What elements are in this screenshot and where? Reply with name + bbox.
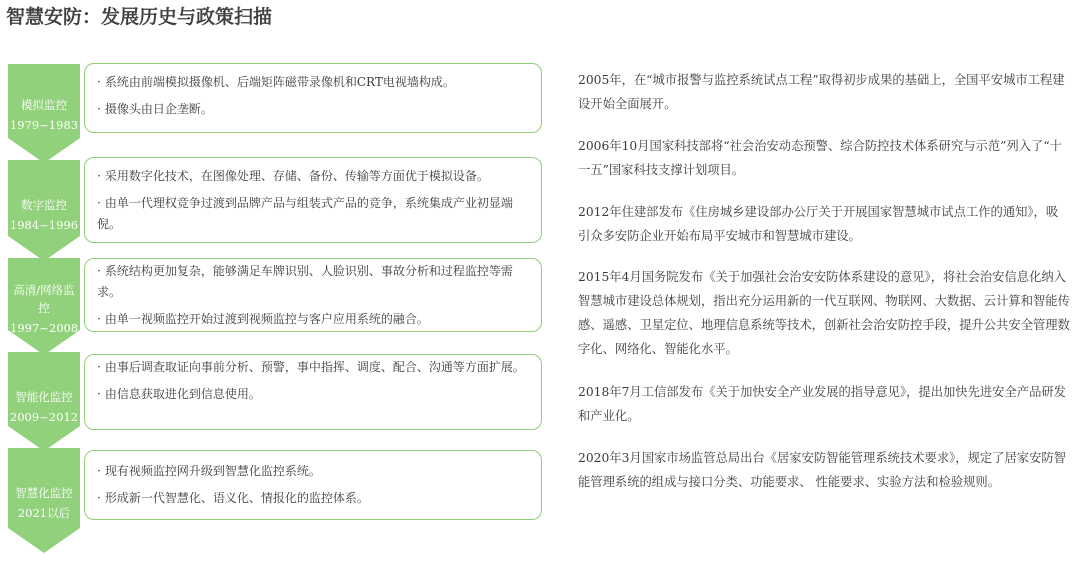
policy-paragraph-2018: 2018年7月工信部发布《关于加快安全产业发展的指导意见》，提出加快先进安全产品研发和产业化。 bbox=[578, 385, 1066, 423]
stage-bullet: · 采用数字化技术，在图像处理、存储、备份、传输等方面优于模拟设备。 bbox=[97, 169, 489, 183]
page-title: 智慧安防：发展历史与政策扫描 bbox=[6, 6, 273, 28]
stage-years: 2009~2012 bbox=[9, 410, 79, 424]
stage-box-5 bbox=[84, 450, 542, 520]
stage-bullet: · 系统结构更加复杂，能够满足车牌识别、人脸识别、事故分析和过程监控等需求。 bbox=[97, 264, 513, 299]
stage-name: 智能化监控 bbox=[15, 390, 73, 404]
stage-bullet: · 现有视频监控网升级到智慧化监控系统。 bbox=[97, 464, 321, 478]
policy-paragraph-2012: 2012年住建部发布《住房城乡建设部办公厅关于开展国家智慧城市试点工作的通知》，吸引众多安防企业开始布局平安城市和智慧城市建设。 bbox=[578, 205, 1059, 243]
stage-box-1 bbox=[84, 63, 542, 133]
stage-bullet: · 由信息获取进化到信息使用。 bbox=[97, 387, 261, 401]
stage-bullet: · 由单一代理权竞争过渡到品牌产品与组装式产品的竞争，系统集成产业初显端倪。 bbox=[97, 196, 513, 231]
stage-bullet: · 由事后调查取证向事前分析、预警，事中指挥、调度、配合、沟通等方面扩展。 bbox=[97, 360, 525, 374]
stage-bullet: · 形成新一代智慧化、语义化、情报化的监控体系。 bbox=[97, 491, 369, 505]
policy-paragraph-2020: 2020年3月国家市场监管总局出台《居家安防智能管理系统技术要求》，规定了居家安防智能管理系统的组成与接口分类、功能要求、 性能要求、实验方法和检验规则。 bbox=[578, 451, 1066, 489]
stage-bullet: · 由单一视频监控开始过渡到视频监控与客户应用系统的融合。 bbox=[97, 312, 429, 326]
stage-label-2 bbox=[8, 196, 80, 234]
stage-label-3 bbox=[10, 281, 78, 337]
stage-name: 数字监控 bbox=[21, 198, 67, 212]
stage-bullet: · 系统由前端模拟摄像机、后端矩阵磁带录像机和CRT电视墙构成。 bbox=[97, 75, 455, 89]
stage-years: 2021以后 bbox=[17, 506, 71, 520]
stage-name: 智慧化监控 bbox=[15, 486, 73, 500]
policy-paragraph-2015: 2015年4月国务院发布《关于加强社会治安安防体系建设的意见》，将社会治安信息化纳入智慧城市建设总体规划，指出充分运用新的一代互联网、物联网、大数据、云计算和智能传感、遥感、卫星定位、地理信息系统等技术，创新社会治安防控手段，提升公共安全管理数字化、网络化、智能化水平。 bbox=[578, 270, 1070, 356]
policy-paragraph-2006: 2006年10月国家科技部将“社会治安动态预警、综合防控技术体系研究与示范”列入了“十一五”国家科技支撑计划项目。 bbox=[578, 139, 1062, 177]
stage-years: 1979~1983 bbox=[9, 118, 79, 132]
stage-name: 模拟监控 bbox=[21, 98, 67, 112]
stage-label-5 bbox=[8, 484, 80, 522]
stage-box-4 bbox=[84, 354, 542, 430]
stage-bullet: · 摄像头由日企垄断。 bbox=[97, 102, 213, 116]
stage-years: 1997~2008 bbox=[10, 321, 79, 335]
stage-years: 1984~1996 bbox=[9, 218, 79, 232]
stage-box-2 bbox=[84, 157, 542, 243]
stage-label-1 bbox=[8, 96, 80, 134]
stage-name: 高清/网络监控 bbox=[13, 283, 75, 315]
stage-box-3 bbox=[84, 258, 542, 332]
policy-paragraph-2005: 2005年，在“城市报警与监控系统试点工程”取得初步成果的基础上，全国平安城市工程建设开始全面展开。 bbox=[578, 73, 1065, 111]
stage-label-4 bbox=[8, 388, 80, 426]
